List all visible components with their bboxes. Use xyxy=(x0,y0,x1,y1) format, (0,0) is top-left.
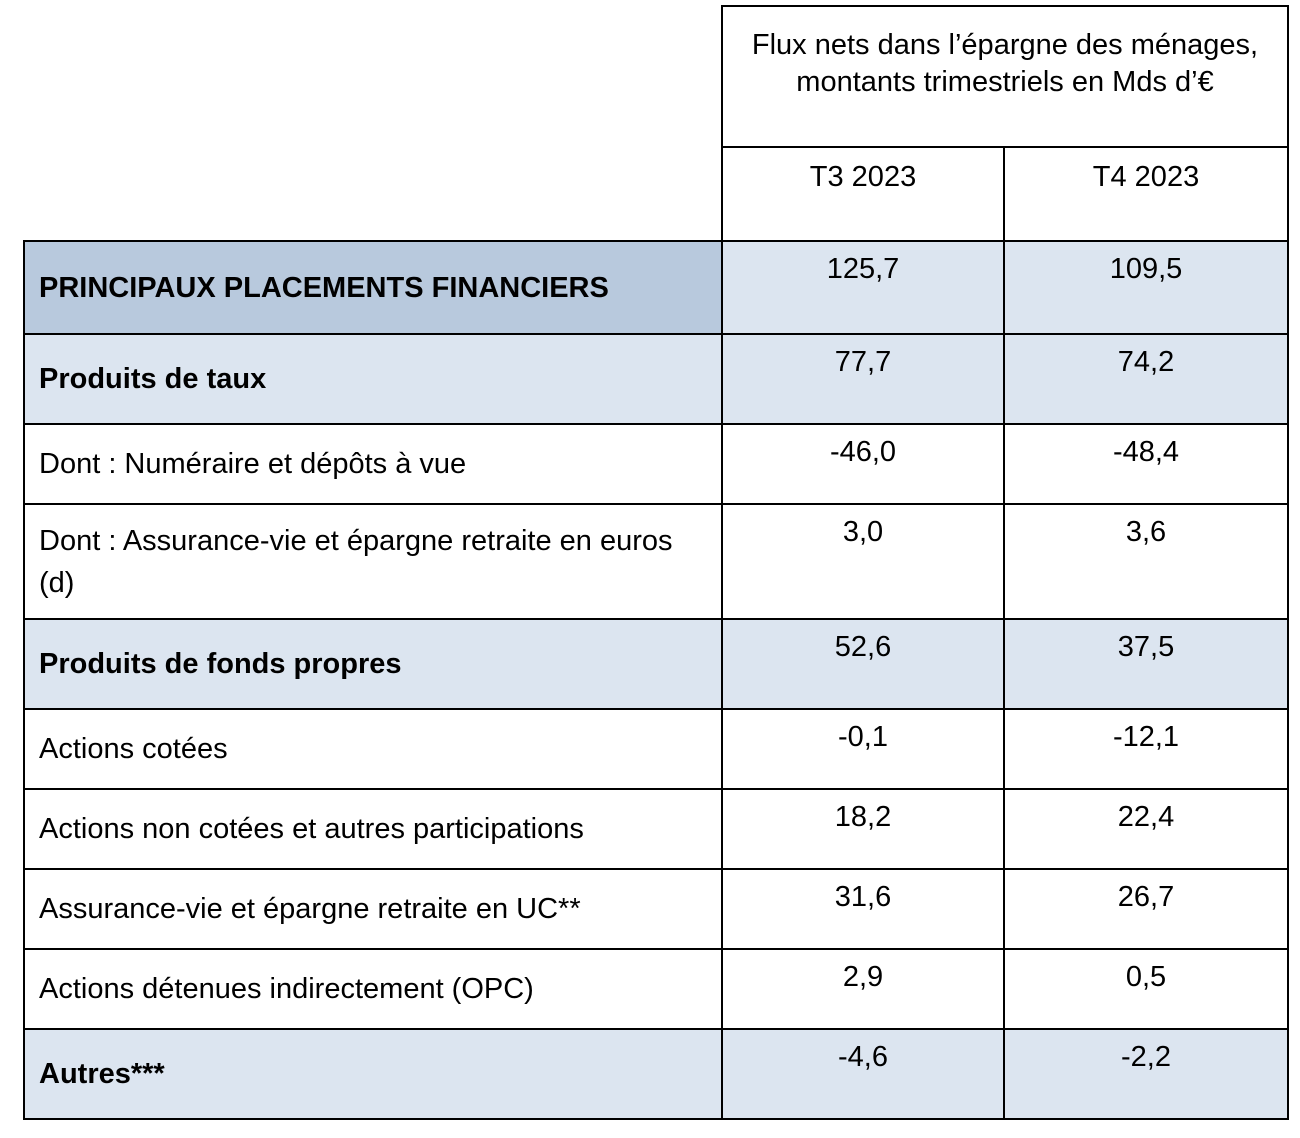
row-label-numeraire-depots: Dont : Numéraire et dépôts à vue xyxy=(23,423,723,505)
row-value-t4-numeraire-depots: -48,4 xyxy=(1003,423,1289,505)
row-value-t3-produits-de-taux: 77,7 xyxy=(721,333,1005,425)
row-label-actions-cotees: Actions cotées xyxy=(23,708,723,790)
row-value-t3-numeraire-depots: -46,0 xyxy=(721,423,1005,505)
row-label-produits-fonds-propres: Produits de fonds propres xyxy=(23,618,723,710)
row-label-principaux-placements: PRINCIPAUX PLACEMENTS FINANCIERS xyxy=(23,240,723,335)
row-value-t3-assurance-vie-uc: 31,6 xyxy=(721,868,1005,950)
row-value-t4-actions-non-cotees: 22,4 xyxy=(1003,788,1289,870)
row-value-t4-assurance-vie-euros: 3,6 xyxy=(1003,503,1289,620)
column-header-t3-2023: T3 2023 xyxy=(721,146,1005,242)
row-value-t4-actions-cotees: -12,1 xyxy=(1003,708,1289,790)
row-value-t3-actions-opc: 2,9 xyxy=(721,948,1005,1030)
row-value-t4-actions-opc: 0,5 xyxy=(1003,948,1289,1030)
column-header-t4-2023: T4 2023 xyxy=(1003,146,1289,242)
row-value-t4-principaux-placements: 109,5 xyxy=(1003,240,1289,335)
row-value-t4-autres: -2,2 xyxy=(1003,1028,1289,1120)
row-label-autres: Autres*** xyxy=(23,1028,723,1120)
row-label-assurance-vie-uc: Assurance-vie et épargne retraite en UC** xyxy=(23,868,723,950)
row-value-t3-produits-fonds-propres: 52,6 xyxy=(721,618,1005,710)
row-label-assurance-vie-euros: Dont : Assurance-vie et épargne retraite en euros (d) xyxy=(23,503,723,620)
row-value-t3-assurance-vie-euros: 3,0 xyxy=(721,503,1005,620)
table-header-title: Flux nets dans l’épargne des ménages, montants trimestriels en Mds d’€ xyxy=(721,5,1289,148)
row-value-t4-produits-fonds-propres: 37,5 xyxy=(1003,618,1289,710)
row-label-actions-non-cotees: Actions non cotées et autres participations xyxy=(23,788,723,870)
row-value-t4-assurance-vie-uc: 26,7 xyxy=(1003,868,1289,950)
row-label-actions-opc: Actions détenues indirectement (OPC) xyxy=(23,948,723,1030)
row-value-t3-actions-cotees: -0,1 xyxy=(721,708,1005,790)
row-value-t3-actions-non-cotees: 18,2 xyxy=(721,788,1005,870)
row-value-t3-principaux-placements: 125,7 xyxy=(721,240,1005,335)
row-value-t3-autres: -4,6 xyxy=(721,1028,1005,1120)
row-value-t4-produits-de-taux: 74,2 xyxy=(1003,333,1289,425)
row-label-produits-de-taux: Produits de taux xyxy=(23,333,723,425)
